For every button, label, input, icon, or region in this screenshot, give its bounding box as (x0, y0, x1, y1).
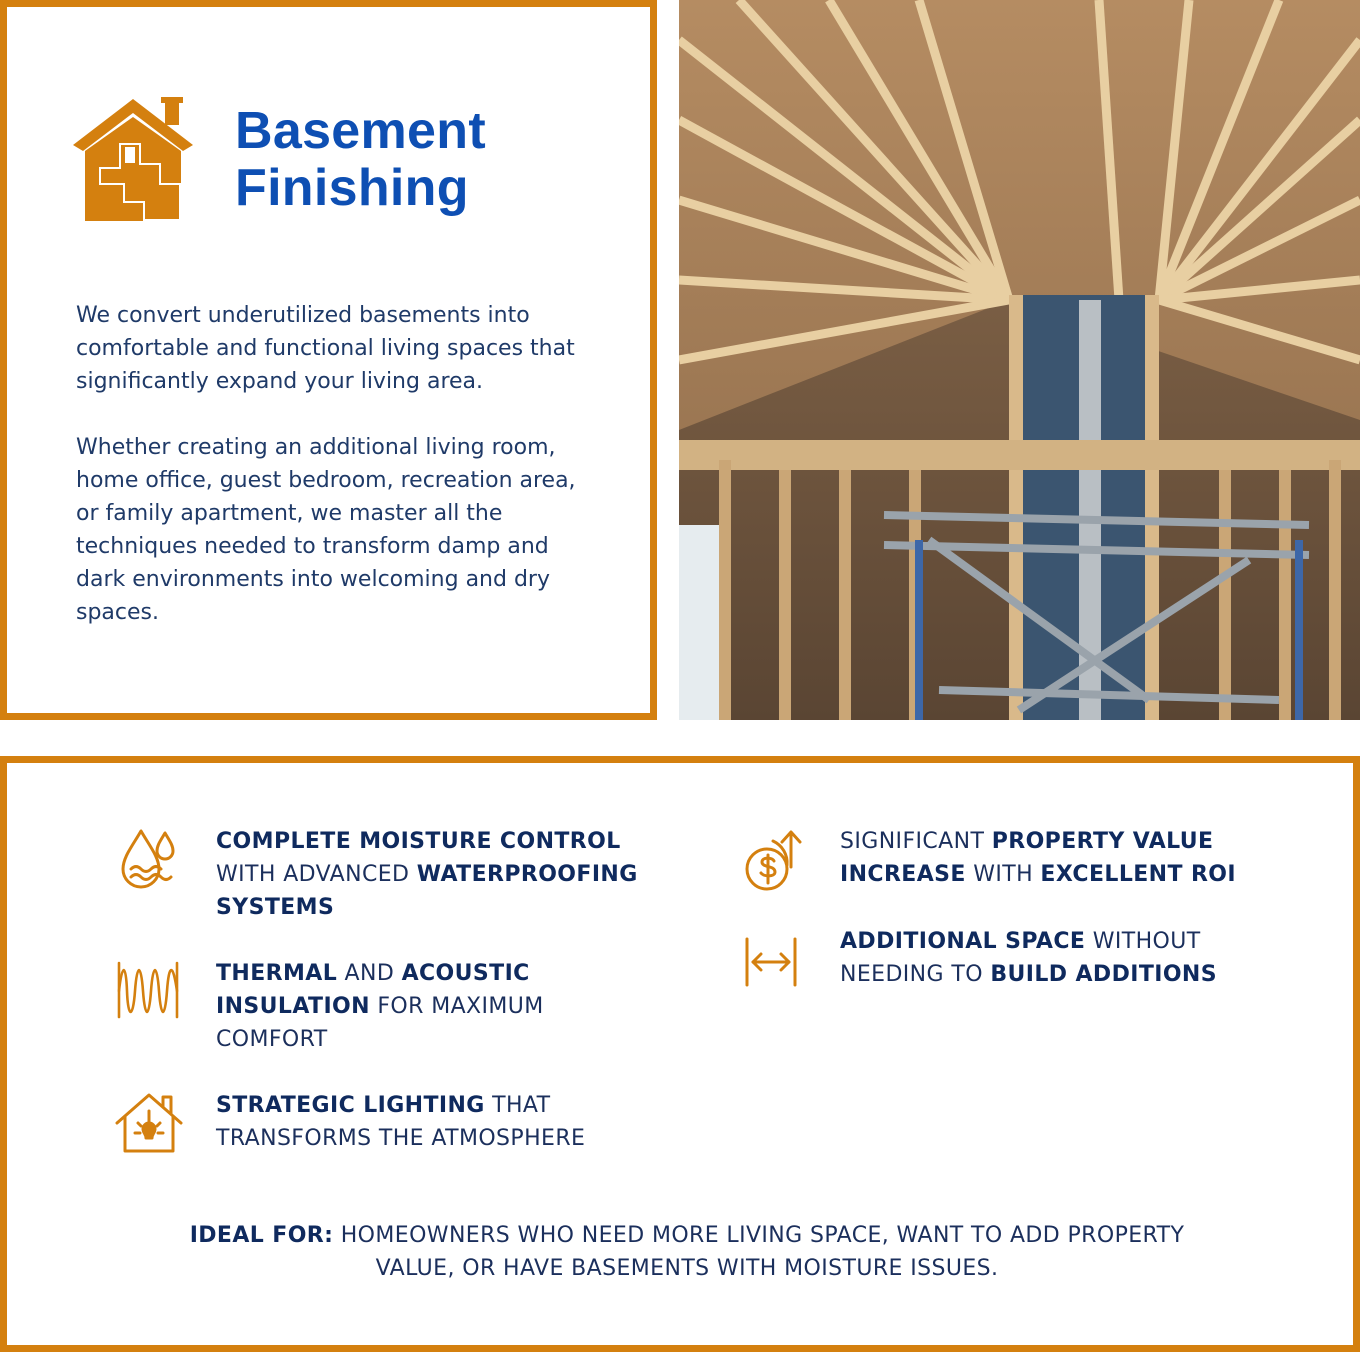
water-drops-icon (113, 825, 183, 895)
insulation-coil-icon (113, 957, 183, 1027)
house-stairs-icon (69, 93, 197, 223)
house-lightbulb-icon (113, 1089, 183, 1159)
construction-photo (679, 0, 1360, 720)
feature-lighting-text: STRATEGIC LIGHTING THAT TRANSFORMS THE ATMOSPHERE (216, 1093, 586, 1151)
feature-property-value-text: SIGNIFICANT PROPERTY VALUE INCREASE WITH EXCELLENT ROI (840, 829, 1236, 887)
ideal-for-label: IDEAL FOR: (189, 1223, 334, 1248)
feature-insulation-text: THERMAL AND ACOUSTIC INSULATION FOR MAXIMUM COMFORT (216, 961, 544, 1052)
feature-additional-space (737, 925, 1277, 1005)
intro-paragraph-2: Whether creating an additional living room, home office, guest bedroom, recreation area, or family apartment, we master all the techniques needed to transform damp and dark environments into welcoming and dry spaces. (76, 435, 576, 625)
intro-card (0, 0, 657, 720)
ideal-for-text (167, 1219, 1207, 1285)
feature-additional-space-text: ADDITIONAL SPACE WITHOUT NEEDING TO BUILD ADDITIONS (840, 929, 1217, 987)
intro-paragraph-1: We convert underutilized basements into comfortable and functional living spaces that significantly expand your living area. (76, 303, 575, 394)
ideal-for-description: HOMEOWNERS WHO NEED MORE LIVING SPACE, WANT TO ADD PROPERTY VALUE, OR HAVE BASEMENTS WITH MOISTURE ISSUES. (333, 1223, 1185, 1281)
dollar-up-icon (737, 825, 807, 895)
title-line-1: Basement (235, 102, 486, 160)
feature-insulation (113, 957, 683, 1067)
intro-text (76, 299, 596, 629)
feature-lighting (113, 1089, 683, 1169)
feature-moisture-text: COMPLETE MOISTURE CONTROL WITH ADVANCED WATERPROOFING SYSTEMS (216, 829, 638, 920)
feature-moisture (113, 825, 683, 935)
features-card (0, 756, 1360, 1352)
title-line-2: Finishing (235, 159, 469, 217)
page-title (235, 103, 565, 217)
feature-property-value (737, 825, 1277, 905)
width-arrows-icon (737, 925, 807, 995)
